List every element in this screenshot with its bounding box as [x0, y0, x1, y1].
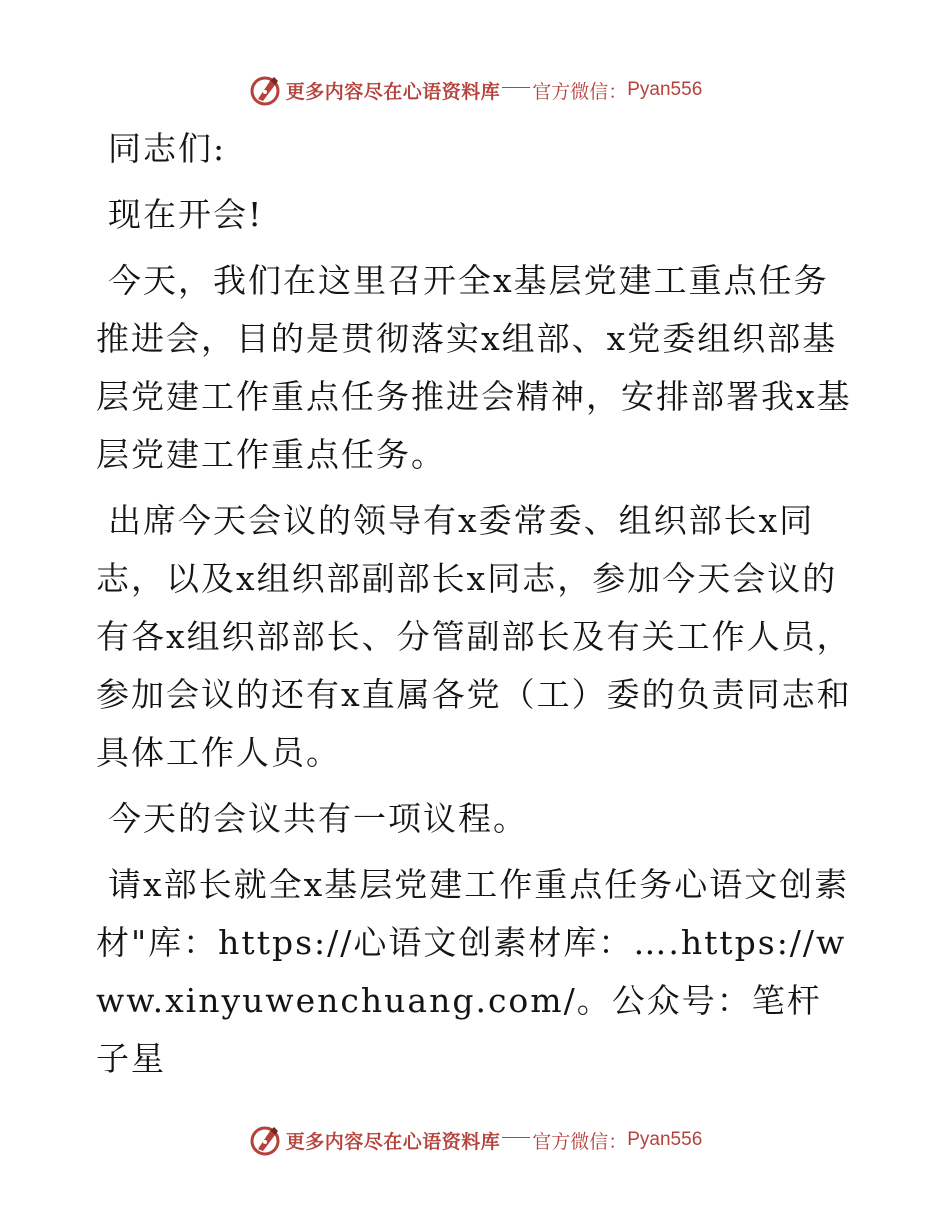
paragraph-opening: 现在开会!: [108, 195, 264, 234]
banner-dash: [502, 87, 530, 88]
document-body: [96, 120, 856, 1088]
banner-main-text: 更多内容尽在心语资料库: [285, 80, 501, 103]
banner-wechat-id: Pyan556: [627, 1129, 703, 1150]
banner-main-text: 更多内容尽在心语资料库: [285, 1130, 501, 1153]
paragraph-greeting: 同志们:: [108, 129, 227, 168]
banner-wechat-id: Pyan556: [627, 79, 703, 100]
pen-nib-logo-icon: [248, 73, 282, 107]
footer-banner: [0, 1120, 950, 1160]
banner-dash: [502, 1137, 530, 1138]
banner-sub-text: 官方微信：: [532, 80, 628, 103]
pen-nib-logo-icon: [248, 1123, 282, 1157]
header-banner: [0, 70, 950, 110]
paragraph-agenda: 今天的会议共有一项议程。: [108, 799, 528, 838]
paragraph-attendees: 出席今天会议的领导有x委常委、组织部长x同志，以及x组织部副部长x同志，参加今天会议的有各x组织部部长、分管副部长及有关工作人员，参加会议的还有x直属各党（工）委的负责同志和具体工作人员。: [96, 501, 852, 772]
banner-sub-text: 官方微信：: [532, 1130, 628, 1153]
paragraph-request: 请x部长就全x基层党建工作重点任务心语文创素材"库：https://心语文创素材库：….https://www.xinyuwenchuang.com/。公众号：笔杆子星: [96, 865, 850, 1078]
paragraph-purpose: 今天，我们在这里召开全x基层党建工重点任务推进会，目的是贯彻落实x组部、x党委组织部基层党建工作重点任务推进会精神，安排部署我x基层党建工作重点任务。: [96, 261, 852, 474]
